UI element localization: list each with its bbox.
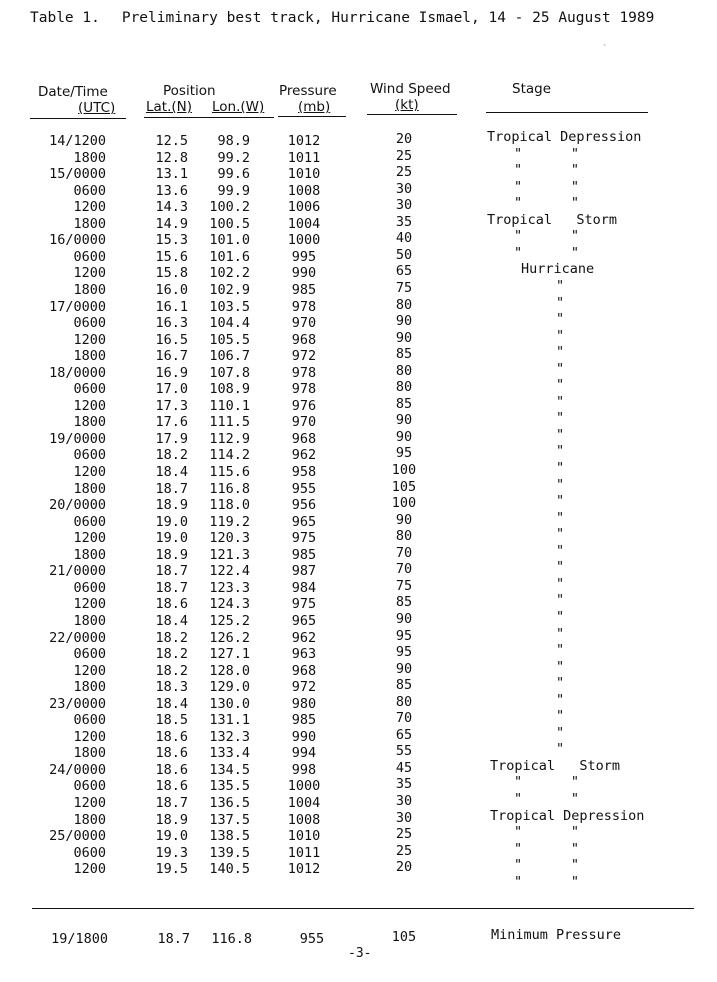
cell-lon: 118.0 [209,497,250,513]
cell-wind: 20 [395,859,413,875]
stage-ditto: " [556,626,565,642]
cell-pressure: 985 [291,282,317,298]
scan-speck: ` [602,44,609,55]
cell-lon: 104.4 [209,315,250,331]
cell-pressure: 1000 [287,232,321,248]
stage-ditto: " [556,460,565,476]
cell-lat: 18.7 [155,563,188,579]
cell-lat: 17.3 [155,398,188,414]
cell-date: 1800 [73,745,106,761]
cell-wind: 45 [395,760,413,776]
cell-wind: 100 [391,495,417,511]
cell-lon: 101.0 [209,232,250,248]
cell-wind: 75 [395,280,413,296]
cell-lat: 12.8 [155,150,188,166]
date-header-rule [30,118,126,119]
cell-lat: 18.6 [155,729,188,745]
cell-date: 1200 [73,199,106,215]
cell-date: 0600 [73,514,106,530]
cell-lon: 101.6 [209,249,250,265]
cell-pressure: 1010 [287,828,321,844]
cell-wind: 95 [395,445,413,461]
cell-date: 14/1200 [49,133,106,149]
cell-lat: 16.7 [155,348,188,364]
min-date: 19/1800 [51,931,108,947]
cell-wind: 40 [395,230,413,246]
cell-lon: 127.1 [209,646,250,662]
cell-lon: 100.5 [209,216,250,232]
cell-lon: 130.0 [209,696,250,712]
cell-date: 16/0000 [49,232,106,248]
cell-lon: 132.3 [209,729,250,745]
cell-lon: 126.2 [209,630,250,646]
stage-ditto: " [556,708,565,724]
cell-pressure: 980 [291,696,317,712]
cell-lon: 124.3 [209,596,250,612]
stage-ditto: " [556,361,565,377]
stage-ditto: " [556,692,565,708]
cell-lon: 99.6 [217,166,250,182]
cell-lon: 134.5 [209,762,250,778]
cell-wind: 25 [395,164,413,180]
cell-lat: 16.3 [155,315,188,331]
cell-pressure: 965 [291,514,317,530]
cell-wind: 105 [391,479,417,495]
stage-ditto: " [556,427,565,443]
cell-lon: 121.3 [209,547,250,563]
stage-ditto: " " [514,146,580,162]
cell-pressure: 975 [291,596,317,612]
cell-pressure: 998 [291,762,317,778]
cell-wind: 90 [395,429,413,445]
cell-date: 19/0000 [49,431,106,447]
stage-ditto: " [556,311,565,327]
cell-pressure: 968 [291,431,317,447]
cell-lon: 108.9 [209,381,250,397]
cell-date: 0600 [73,712,106,728]
cell-date: 1800 [73,216,106,232]
cell-date: 1200 [73,861,106,877]
cell-lat: 18.6 [155,596,188,612]
cell-wind: 85 [395,594,413,610]
cell-wind: 25 [395,826,413,842]
cell-wind: 100 [391,462,417,478]
cell-date: 21/0000 [49,563,106,579]
cell-lon: 102.9 [209,282,250,298]
cell-lat: 15.8 [155,265,188,281]
cell-wind: 95 [395,644,413,660]
min-lat: 18.7 [157,931,190,947]
stage-ditto: " [556,675,565,691]
cell-lon: 99.2 [217,150,250,166]
cell-lat: 18.7 [155,795,188,811]
cell-date: 1200 [73,596,106,612]
header-position: Position [163,83,216,99]
cell-lat: 18.2 [155,663,188,679]
cell-lon: 98.9 [217,133,250,149]
stage-label: Tropical Storm [487,212,618,228]
cell-lat: 16.5 [155,332,188,348]
cell-date: 0600 [73,183,106,199]
cell-date: 1200 [73,464,106,480]
page-number: -3- [348,946,372,961]
cell-pressure: 1010 [287,166,321,182]
cell-pressure: 985 [291,547,317,563]
cell-wind: 90 [395,512,413,528]
cell-date: 1800 [73,150,106,166]
stage-label: Tropical Storm [490,758,621,774]
cell-date: 0600 [73,646,106,662]
cell-pressure: 990 [291,729,317,745]
cell-lat: 19.0 [155,514,188,530]
cell-lat: 18.2 [155,447,188,463]
cell-date: 0600 [73,580,106,596]
stage-ditto: " " [514,179,580,195]
cell-lon: 128.0 [209,663,250,679]
cell-date: 1800 [73,414,106,430]
cell-date: 1800 [73,679,106,695]
cell-date: 0600 [73,249,106,265]
cell-wind: 80 [395,297,413,313]
stage-ditto: " [556,295,565,311]
cell-lon: 137.5 [209,812,250,828]
cell-pressure: 987 [291,563,317,579]
cell-date: 15/0000 [49,166,106,182]
pressure-header-rule [278,116,346,117]
cell-date: 1200 [73,332,106,348]
cell-lon: 135.5 [209,778,250,794]
cell-lat: 18.7 [155,580,188,596]
cell-lat: 14.3 [155,199,188,215]
cell-lon: 123.3 [209,580,250,596]
wind-header-rule [367,114,457,115]
cell-wind: 85 [395,346,413,362]
cell-wind: 90 [395,313,413,329]
header-wind-speed: Wind Speed [370,81,451,97]
cell-pressure: 1011 [287,845,321,861]
stage-ditto: " [556,493,565,509]
cell-wind: 20 [395,131,413,147]
header-utc: (UTC) [78,100,116,116]
cell-pressure: 968 [291,332,317,348]
cell-lat: 19.0 [155,530,188,546]
cell-pressure: 984 [291,580,317,596]
stage-ditto: " [556,526,565,542]
cell-pressure: 1004 [287,216,321,232]
header-lon: Lon.(W) [212,99,265,115]
cell-lon: 131.1 [209,712,250,728]
cell-wind: 70 [395,545,413,561]
cell-pressure: 1012 [287,861,321,877]
cell-date: 0600 [73,778,106,794]
stage-ditto: " [556,609,565,625]
cell-lon: 129.0 [209,679,250,695]
cell-pressure: 1006 [287,199,321,215]
stage-ditto: " [556,642,565,658]
cell-lon: 110.1 [209,398,250,414]
cell-wind: 90 [395,661,413,677]
cell-lon: 136.5 [209,795,250,811]
cell-date: 1200 [73,530,106,546]
cell-lon: 103.5 [209,299,250,315]
cell-wind: 25 [395,148,413,164]
header-stage: Stage [512,81,552,97]
min-label: Minimum Pressure [491,927,622,943]
cell-lat: 18.9 [155,547,188,563]
cell-date: 1200 [73,398,106,414]
cell-pressure: 978 [291,381,317,397]
cell-wind: 30 [395,793,413,809]
cell-pressure: 1000 [287,778,321,794]
cell-date: 18/0000 [49,365,106,381]
cell-lat: 17.0 [155,381,188,397]
cell-pressure: 970 [291,315,317,331]
cell-lon: 100.2 [209,199,250,215]
cell-lon: 115.6 [209,464,250,480]
cell-lon: 133.4 [209,745,250,761]
cell-lon: 138.5 [209,828,250,844]
cell-wind: 30 [395,197,413,213]
header-mb: (mb) [298,99,331,115]
cell-pressure: 1011 [287,150,321,166]
cell-date: 1200 [73,265,106,281]
cell-lat: 18.6 [155,778,188,794]
stage-ditto: " " [514,245,580,261]
cell-lon: 139.5 [209,845,250,861]
cell-lat: 13.1 [155,166,188,182]
table-number: Table 1. [30,10,100,26]
stage-ditto: " " [514,195,580,211]
cell-wind: 50 [395,247,413,263]
cell-lat: 18.2 [155,646,188,662]
cell-date: 23/0000 [49,696,106,712]
cell-lat: 18.2 [155,630,188,646]
stage-ditto: " [556,377,565,393]
cell-wind: 95 [395,628,413,644]
cell-date: 0600 [73,315,106,331]
stage-ditto: " [556,344,565,360]
cell-lat: 19.0 [155,828,188,844]
cell-lon: 125.2 [209,613,250,629]
cell-pressure: 1008 [287,183,321,199]
header-date-time: Date/Time [38,84,108,100]
cell-date: 0600 [73,381,106,397]
min-lon: 116.8 [211,931,252,947]
stage-ditto: " [556,328,565,344]
stage-header-rule [486,112,648,113]
cell-wind: 80 [395,694,413,710]
cell-pressure: 985 [291,712,317,728]
cell-pressure: 976 [291,398,317,414]
cell-wind: 35 [395,214,413,230]
stage-ditto: " [556,443,565,459]
cell-wind: 80 [395,528,413,544]
cell-lat: 19.5 [155,861,188,877]
stage-ditto: " " [514,774,580,790]
cell-lon: 105.5 [209,332,250,348]
cell-date: 0600 [73,447,106,463]
cell-lon: 120.3 [209,530,250,546]
cell-date: 1800 [73,812,106,828]
cell-lat: 18.4 [155,696,188,712]
cell-wind: 90 [395,611,413,627]
stage-label: Tropical Depression [490,808,645,824]
cell-wind: 55 [395,743,413,759]
cell-date: 22/0000 [49,630,106,646]
cell-lon: 119.2 [209,514,250,530]
cell-lat: 12.5 [155,133,188,149]
cell-wind: 75 [395,578,413,594]
header-lat: Lat.(N) [146,99,193,115]
cell-date: 0600 [73,845,106,861]
cell-pressure: 962 [291,447,317,463]
cell-wind: 30 [395,810,413,826]
cell-pressure: 963 [291,646,317,662]
cell-pressure: 962 [291,630,317,646]
stage-ditto: " [556,477,565,493]
cell-pressure: 972 [291,348,317,364]
cell-pressure: 1012 [287,133,321,149]
cell-pressure: 1004 [287,795,321,811]
stage-ditto: " " [514,162,580,178]
cell-lon: 111.5 [209,414,250,430]
stage-ditto: " [556,559,565,575]
cell-wind: 80 [395,379,413,395]
stage-label: Tropical Depression [487,129,642,145]
cell-pressure: 975 [291,530,317,546]
cell-date: 17/0000 [49,299,106,315]
cell-pressure: 978 [291,299,317,315]
stage-ditto: " [556,659,565,675]
stage-ditto: " [556,410,565,426]
cell-lat: 17.6 [155,414,188,430]
table-caption: Preliminary best track, Hurricane Ismael, 14 - 25 August 1989 [121,10,655,26]
cell-lon: 106.7 [209,348,250,364]
cell-lat: 18.9 [155,812,188,828]
cell-pressure: 995 [291,249,317,265]
stage-ditto: " " [514,824,580,840]
stage-ditto: " " [514,874,580,890]
cell-lat: 18.7 [155,481,188,497]
cell-pressure: 994 [291,745,317,761]
cell-lat: 16.0 [155,282,188,298]
cell-wind: 65 [395,727,413,743]
stage-label: Hurricane [521,261,595,277]
footer-rule [32,908,694,909]
header-kt: (kt) [395,97,419,113]
cell-pressure: 968 [291,663,317,679]
cell-lat: 17.9 [155,431,188,447]
cell-date: 1200 [73,663,106,679]
stage-ditto: " [556,741,565,757]
cell-lat: 16.1 [155,299,188,315]
header-pressure: Pressure [279,83,337,99]
cell-date: 1200 [73,729,106,745]
cell-pressure: 978 [291,365,317,381]
cell-lat: 16.9 [155,365,188,381]
stage-ditto: " [556,543,565,559]
cell-date: 1800 [73,547,106,563]
cell-lat: 18.5 [155,712,188,728]
stage-ditto: " [556,278,565,294]
cell-lat: 18.6 [155,762,188,778]
cell-date: 1800 [73,613,106,629]
cell-pressure: 970 [291,414,317,430]
stage-ditto: " " [514,857,580,873]
cell-lon: 114.2 [209,447,250,463]
stage-ditto: " [556,394,565,410]
cell-date: 1800 [73,481,106,497]
cell-pressure: 1008 [287,812,321,828]
cell-wind: 85 [395,677,413,693]
cell-pressure: 958 [291,464,317,480]
cell-wind: 80 [395,363,413,379]
cell-wind: 85 [395,396,413,412]
position-header-rule [144,117,274,118]
stage-ditto: " " [514,228,580,244]
cell-lon: 140.5 [209,861,250,877]
cell-lat: 15.6 [155,249,188,265]
cell-pressure: 990 [291,265,317,281]
cell-lat: 18.4 [155,613,188,629]
cell-lon: 116.8 [209,481,250,497]
cell-lon: 112.9 [209,431,250,447]
stage-ditto: " " [514,841,580,857]
cell-wind: 25 [395,843,413,859]
cell-wind: 30 [395,181,413,197]
cell-lon: 99.9 [217,183,250,199]
min-pressure: 955 [299,931,325,947]
cell-pressure: 972 [291,679,317,695]
cell-wind: 35 [395,776,413,792]
stage-ditto: " [556,576,565,592]
cell-date: 24/0000 [49,762,106,778]
cell-wind: 90 [395,412,413,428]
cell-date: 20/0000 [49,497,106,513]
cell-lat: 19.3 [155,845,188,861]
table-title [30,10,654,26]
cell-lat: 18.9 [155,497,188,513]
cell-lat: 18.3 [155,679,188,695]
cell-wind: 70 [395,561,413,577]
cell-lat: 13.6 [155,183,188,199]
cell-lat: 18.6 [155,745,188,761]
stage-ditto: " [556,592,565,608]
cell-lon: 102.2 [209,265,250,281]
cell-date: 1200 [73,795,106,811]
min-wind: 105 [391,929,417,945]
cell-date: 1800 [73,348,106,364]
cell-wind: 70 [395,710,413,726]
cell-wind: 90 [395,330,413,346]
cell-lon: 107.8 [209,365,250,381]
cell-date: 25/0000 [49,828,106,844]
cell-pressure: 965 [291,613,317,629]
cell-pressure: 955 [291,481,317,497]
cell-date: 1800 [73,282,106,298]
cell-lat: 18.4 [155,464,188,480]
cell-lat: 14.9 [155,216,188,232]
stage-ditto: " [556,510,565,526]
stage-ditto: " [556,725,565,741]
stage-ditto: " " [514,791,580,807]
cell-lon: 122.4 [209,563,250,579]
cell-pressure: 956 [291,497,317,513]
cell-lat: 15.3 [155,232,188,248]
cell-wind: 65 [395,263,413,279]
